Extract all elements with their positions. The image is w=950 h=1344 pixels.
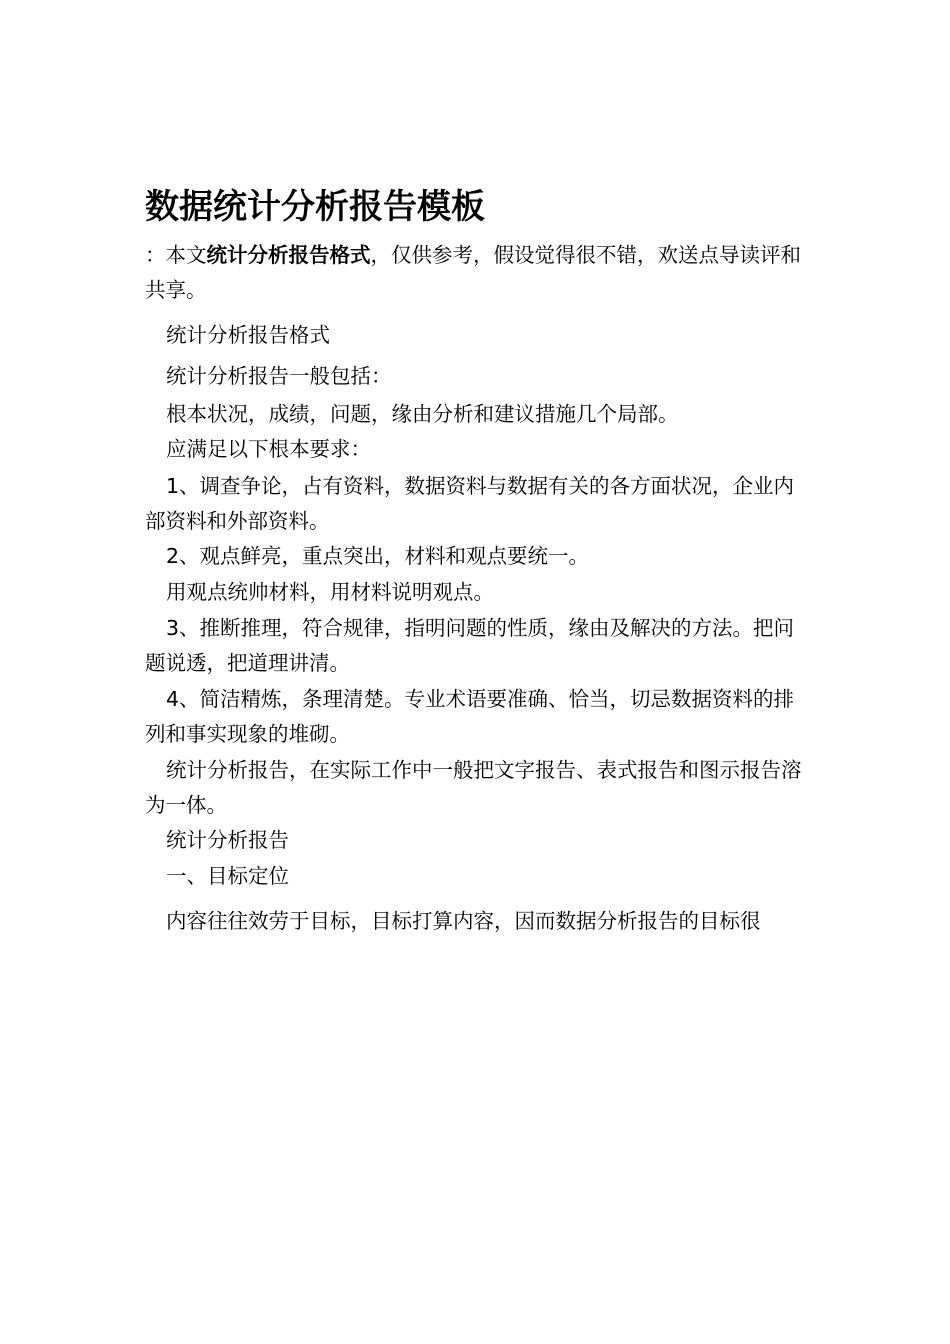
- document-title: 数据统计分析报告模板: [145, 187, 485, 227]
- paragraph-report-integration: 统计分析报告，在实际工作中一般把文字报告、表式报告和图示报告溶为一体。: [145, 758, 802, 817]
- paragraph-item-1: 1、调查争论，占有资料，数据资料与数据有关的各方面状况，企业内部资料和外部资料。: [145, 474, 795, 533]
- paragraph-section-heading: 统计分析报告: [166, 828, 289, 852]
- intro-paragraph: [145, 238, 810, 308]
- paragraph-requirements: 应满足以下根本要求：: [166, 437, 371, 461]
- paragraph-item-4: 4、简洁精炼，条理清楚。专业术语要准确、恰当，切忌数据资料的排列和事实现象的堆砌。: [145, 687, 795, 746]
- paragraph-item-2: 2、观点鲜亮，重点突出，材料和观点要统一。: [166, 544, 590, 568]
- intro-suffix: ，仅供参考，假设觉得很不错，欢送点导读评和共享。: [145, 243, 801, 302]
- paragraph-report-format: 统计分析报告格式: [166, 323, 330, 347]
- paragraph-item-3: 3、推断推理，符合规律，指明问题的性质，缘由及解决的方法。把问题说透，把道理讲清。: [145, 616, 795, 675]
- paragraph-report-includes: 统计分析报告一般包括：: [166, 364, 392, 388]
- paragraph-item-2-note: 用观点统帅材料，用材料说明观点。: [166, 580, 494, 604]
- paragraph-goal-heading: 一、目标定位: [166, 864, 289, 888]
- paragraph-basic-situation: 根本状况，成绩，问题，缘由分析和建议措施几个局部。: [166, 402, 679, 426]
- intro-prefix: ：本文: [145, 243, 207, 267]
- paragraph-goal-content: 内容往往效劳于目标，目标打算内容，因而数据分析报告的目标很: [166, 909, 761, 933]
- intro-bold-text: 统计分析报告格式: [206, 243, 371, 267]
